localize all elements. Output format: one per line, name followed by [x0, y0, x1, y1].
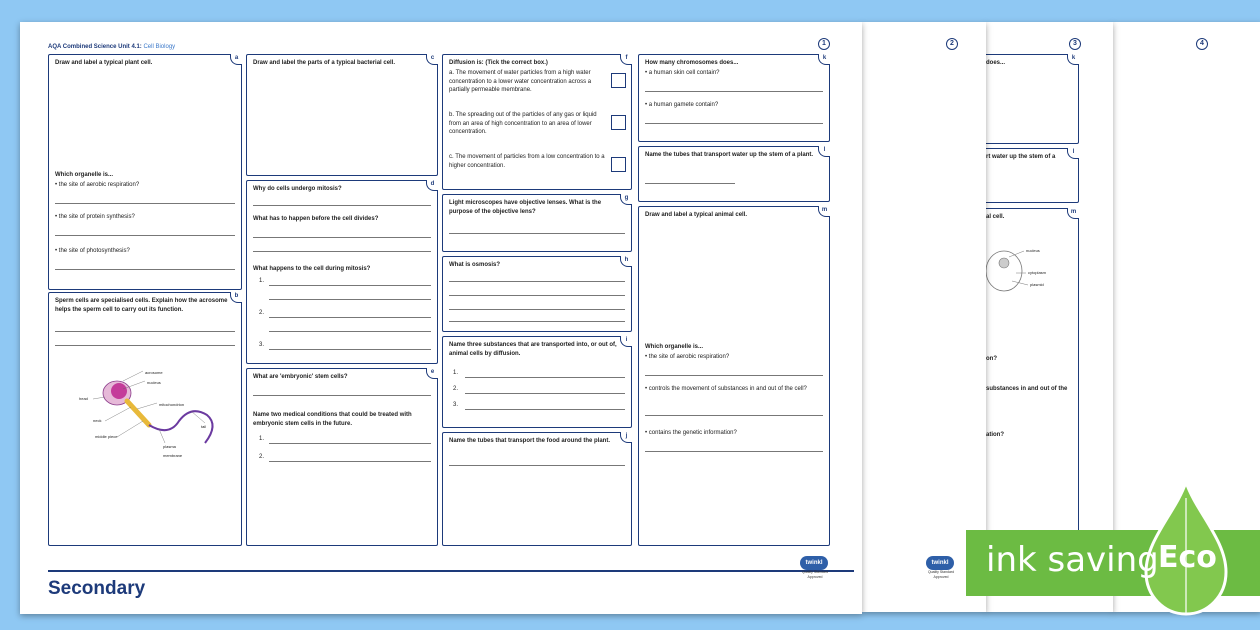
answer-line[interactable] — [253, 395, 431, 396]
worksheet-header — [48, 44, 175, 50]
answer-line[interactable] — [269, 299, 431, 300]
question-box-a — [48, 54, 242, 290]
answer-line[interactable] — [253, 251, 431, 252]
question-text: Draw and label a typical animal cell. — [645, 212, 748, 218]
list-number: 2. — [453, 386, 459, 392]
question-tag: d — [426, 180, 438, 191]
question-text: rt water up the stem of a — [986, 154, 1056, 160]
question-box-f — [442, 54, 632, 190]
answer-line[interactable] — [465, 393, 625, 394]
footer-label: Secondary — [48, 578, 146, 599]
question-text: does... — [986, 60, 1006, 66]
answer-line[interactable] — [55, 235, 235, 236]
question-box-l — [638, 146, 830, 202]
list-number: 1. — [259, 436, 265, 442]
answer-line[interactable] — [55, 203, 235, 204]
question-text: What happens to the cell during mitosis? — [253, 266, 371, 272]
diagram-label: nucleus — [147, 380, 161, 385]
question-text: How many chromosomes does... — [645, 60, 739, 66]
question-text: Diffusion is: (Tick the correct box.) — [449, 60, 548, 66]
bullet-question: • the site of aerobic respiration? — [55, 182, 140, 188]
question-text: What is osmosis? — [449, 262, 501, 268]
answer-line[interactable] — [645, 183, 735, 184]
answer-line[interactable] — [449, 465, 625, 466]
answer-line[interactable] — [645, 415, 823, 416]
answer-line[interactable] — [269, 461, 431, 462]
question-box-b — [48, 292, 242, 546]
diagram-label: nucleus — [1026, 248, 1040, 253]
question-text: al cell. — [986, 214, 1005, 220]
question-tag: i — [620, 336, 632, 347]
diagram-label: mitochondrion — [159, 402, 185, 407]
answer-line[interactable] — [269, 349, 431, 350]
question-box-k — [638, 54, 830, 142]
tick-box[interactable] — [611, 115, 626, 130]
list-number: 2. — [259, 454, 265, 460]
footer-divider — [48, 570, 854, 572]
question-box-d — [246, 180, 438, 364]
bullet-question: • the site of aerobic respiration? — [645, 354, 730, 360]
question-tag: j — [620, 432, 632, 443]
bullet-question: • a human skin cell contain? — [645, 70, 720, 76]
question-box-g — [442, 194, 632, 252]
answer-line[interactable] — [269, 317, 431, 318]
question-box-j — [442, 432, 632, 546]
list-number: 3. — [453, 402, 459, 408]
question-box-m — [638, 206, 830, 546]
question-text: ation? — [986, 432, 1004, 438]
course-title: AQA Combined Science Unit 4.1: — [48, 44, 142, 50]
option-c: c. The movement of particles from a low concentration to a higher concentration. — [449, 154, 605, 169]
answer-line[interactable] — [253, 205, 431, 206]
question-box-c — [246, 54, 438, 176]
tick-box[interactable] — [611, 157, 626, 172]
diagram-label: head — [79, 396, 88, 401]
question-text: Sperm cells are specialised cells. Explain how the acrosome helps the sperm cell to carry out its function. — [55, 298, 228, 313]
page-number: 2 — [946, 38, 958, 50]
question-tag: g — [620, 194, 632, 205]
question-tag: f — [620, 54, 632, 65]
answer-line[interactable] — [645, 375, 823, 376]
question-text: Name three substances that are transported into, or out of, animal cells by diffusion. — [449, 342, 617, 357]
diagram-label: plasmid — [1030, 282, 1044, 287]
question-tag: m — [1067, 208, 1079, 219]
question-text: What has to happen before the cell divides? — [253, 216, 379, 222]
question-box-e — [246, 368, 438, 546]
question-text: Name the tubes that transport the food around the plant. — [449, 438, 611, 444]
question-tag: e — [426, 368, 438, 379]
question-tag: l — [1067, 148, 1079, 159]
sperm-cell-diagram — [79, 363, 229, 463]
bullet-question: • a human gamete contain? — [645, 102, 719, 108]
question-text: on? — [986, 356, 997, 362]
worksheet-page-2 — [862, 22, 986, 612]
answer-line[interactable] — [449, 321, 625, 322]
question-text: What are 'embryonic' stem cells? — [253, 374, 348, 380]
bullet-question: • controls the movement of substances in and out of the cell? — [645, 386, 807, 392]
question-box-i — [442, 336, 632, 428]
question-tag: b — [230, 292, 242, 303]
eco-label: Eco — [1158, 540, 1217, 575]
answer-line[interactable] — [269, 443, 431, 444]
diagram-label: acrosome — [145, 370, 163, 375]
question-tag: k — [1067, 54, 1079, 65]
ink-saving-text: ink saving — [986, 540, 1159, 580]
question-text: Light microscopes have objective lenses. What is the purpose of the objective lens? — [449, 200, 602, 215]
diagram-label: tail — [201, 424, 207, 429]
page-number: 4 — [1196, 38, 1208, 50]
answer-line[interactable] — [465, 377, 625, 378]
answer-line[interactable] — [55, 331, 235, 332]
list-number: 1. — [259, 278, 265, 284]
page-number: 1 — [818, 38, 830, 50]
page-number: 3 — [1069, 38, 1081, 50]
worksheet-page-3 — [985, 22, 1113, 612]
question-tag: c — [426, 54, 438, 65]
question-text: Name the tubes that transport water up the stem of a plant. — [645, 152, 814, 158]
list-number: 1. — [453, 370, 459, 376]
question-text: Which organelle is... — [645, 344, 704, 350]
answer-line[interactable] — [645, 123, 823, 124]
diagram-label: plasma membrane — [163, 444, 183, 458]
answer-line[interactable] — [645, 91, 823, 92]
diagram-label: cytoplasm — [1028, 270, 1047, 275]
question-tag: m — [818, 206, 830, 217]
answer-line[interactable] — [449, 281, 625, 282]
bullet-question: • the site of protein synthesis? — [55, 214, 135, 220]
twinkl-logo: twinkl Quality Standard Approved — [926, 556, 956, 588]
list-number: 2. — [259, 310, 265, 316]
question-text: Why do cells undergo mitosis? — [253, 186, 342, 192]
option-b: b. The spreading out of the particles of any gas or liquid from an area of high concentration to an area of lower concentration. — [449, 112, 597, 135]
twinkl-logo: twinkl Quality Standard Approved — [800, 556, 830, 588]
question-box-h — [442, 256, 632, 332]
option-a: a. The movement of water particles from a high water concentration to a lower water concentration across a partially permeable membrane. — [449, 70, 592, 93]
unit-title: Cell Biology — [143, 44, 176, 50]
question-tag: h — [620, 256, 632, 267]
diagram-label: neck — [93, 418, 102, 423]
question-tag: l — [818, 146, 830, 157]
answer-line[interactable] — [55, 345, 235, 346]
answer-line[interactable] — [645, 451, 823, 452]
answer-line[interactable] — [449, 233, 625, 234]
answer-line[interactable] — [449, 295, 625, 296]
question-text: Draw and label the parts of a typical bacterial cell. — [253, 60, 396, 66]
question-text: Which organelle is... — [55, 172, 114, 178]
list-number: 3. — [259, 342, 265, 348]
question-text: Draw and label a typical plant cell. — [55, 60, 153, 66]
answer-line[interactable] — [465, 409, 625, 410]
answer-line[interactable] — [269, 331, 431, 332]
bullet-question: • the site of photosynthesis? — [55, 248, 130, 254]
answer-line[interactable] — [449, 309, 625, 310]
diagram-label: middle piece — [95, 434, 118, 439]
answer-line[interactable] — [253, 237, 431, 238]
question-tag: a — [230, 54, 242, 65]
question-text: Name two medical conditions that could be treated with embryonic stem cells in the future. — [253, 412, 412, 427]
tick-box[interactable] — [611, 73, 626, 88]
answer-line[interactable] — [55, 269, 235, 270]
answer-line[interactable] — [269, 285, 431, 286]
worksheet-page-1 — [20, 22, 862, 614]
question-tag: k — [818, 54, 830, 65]
question-text: substances in and out of the — [986, 386, 1068, 392]
bullet-question: • contains the genetic information? — [645, 430, 737, 436]
